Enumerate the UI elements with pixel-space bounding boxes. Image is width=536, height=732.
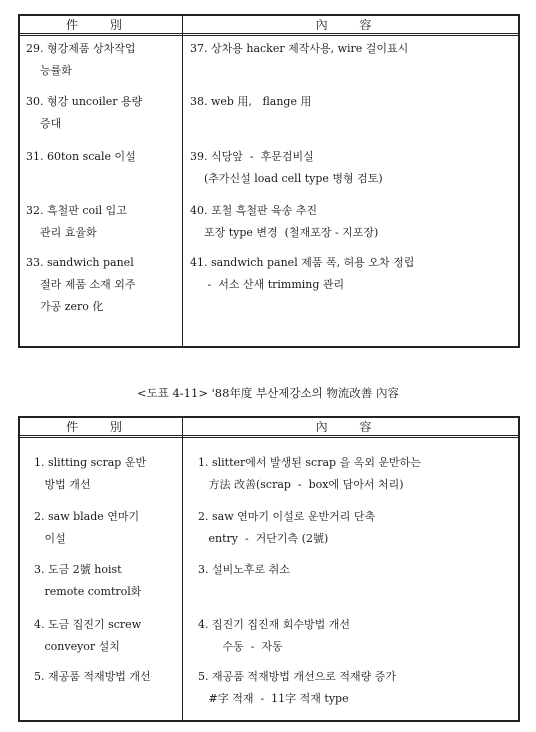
table-2-divider — [182, 418, 183, 720]
table-2-row-2-right: 2. saw 연마기 이설로 운반거리 단축 entry - 거단기측 (2號) — [198, 510, 376, 545]
table-2-row-3-left: 3. 도금 2號 hoist remote comtrol화 — [34, 563, 142, 598]
table-2-row-3-right: 3. 설비노후로 취소 — [198, 563, 290, 576]
table-2-header-right: 內 容 — [315, 420, 386, 434]
table-1-row-4-left: 32. 흑철판 coil 입고 관리 효율화 — [26, 204, 127, 239]
table-2-row-5-left: 5. 재공품 적재방법 개선 — [34, 670, 151, 683]
table-2 — [18, 416, 520, 722]
table-1-row-1-right: 37. 상차용 hacker 제작사용, wire 걸이표시 — [190, 42, 409, 55]
table-1-row-2-right: 38. web 用, flange 用 — [190, 95, 312, 108]
table-1-divider — [182, 16, 183, 346]
table-1-row-5-left: 33. sandwich panel 절라 제품 소재 외주 가공 zero 化 — [26, 256, 136, 313]
table-2-row-5-right: 5. 재공품 적재방법 개선으로 적재량 증가 #字 적재 - 11字 적재 type — [198, 670, 396, 705]
table-2-row-4-right: 4. 집진기 집진재 회수방법 개선 수동 - 자동 — [198, 618, 350, 653]
table-2-header — [20, 418, 518, 438]
figure-caption: <도표 4-11> '88年度 부산제강소의 物流改善 內容 — [136, 386, 400, 400]
table-1-row-1-left: 29. 형강제품 상차작업 능률화 — [26, 42, 136, 77]
table-1-header-right: 內 容 — [315, 18, 386, 32]
table-2-row-4-left: 4. 도금 집진기 screw conveyor 설치 — [34, 618, 142, 653]
table-1-header-left: 件 別 — [66, 18, 136, 32]
table-2-row-1-right: 1. slitter에서 발생된 scrap 을 옥외 운반하는 方法 改善(scrap - box에 담아서 처리) — [198, 456, 421, 491]
table-2-header-left: 件 別 — [66, 420, 136, 434]
table-2-row-1-left: 1. slitting scrap 운반 방법 개선 — [34, 456, 147, 491]
table-1-row-4-right: 40. 포철 흑철판 육송 추진 포장 type 변경 (철재포장 - 지포장) — [190, 204, 379, 239]
table-1-row-2-left: 30. 형강 uncoiler 용량 증대 — [26, 95, 143, 130]
table-1-row-5-right: 41. sandwich panel 제품 폭, 허용 오차 정립 - 서소 산새 trimming 관리 — [190, 256, 415, 291]
table-1-row-3-left: 31. 60ton scale 이설 — [26, 150, 136, 163]
table-2-row-2-left: 2. saw blade 연마기 이설 — [34, 510, 140, 545]
table-1 — [18, 14, 520, 348]
table-1-row-3-right: 39. 식당앞 - 후문검비실 (추가신설 load cell type 병형 검토) — [190, 150, 383, 185]
table-1-header — [20, 16, 518, 36]
